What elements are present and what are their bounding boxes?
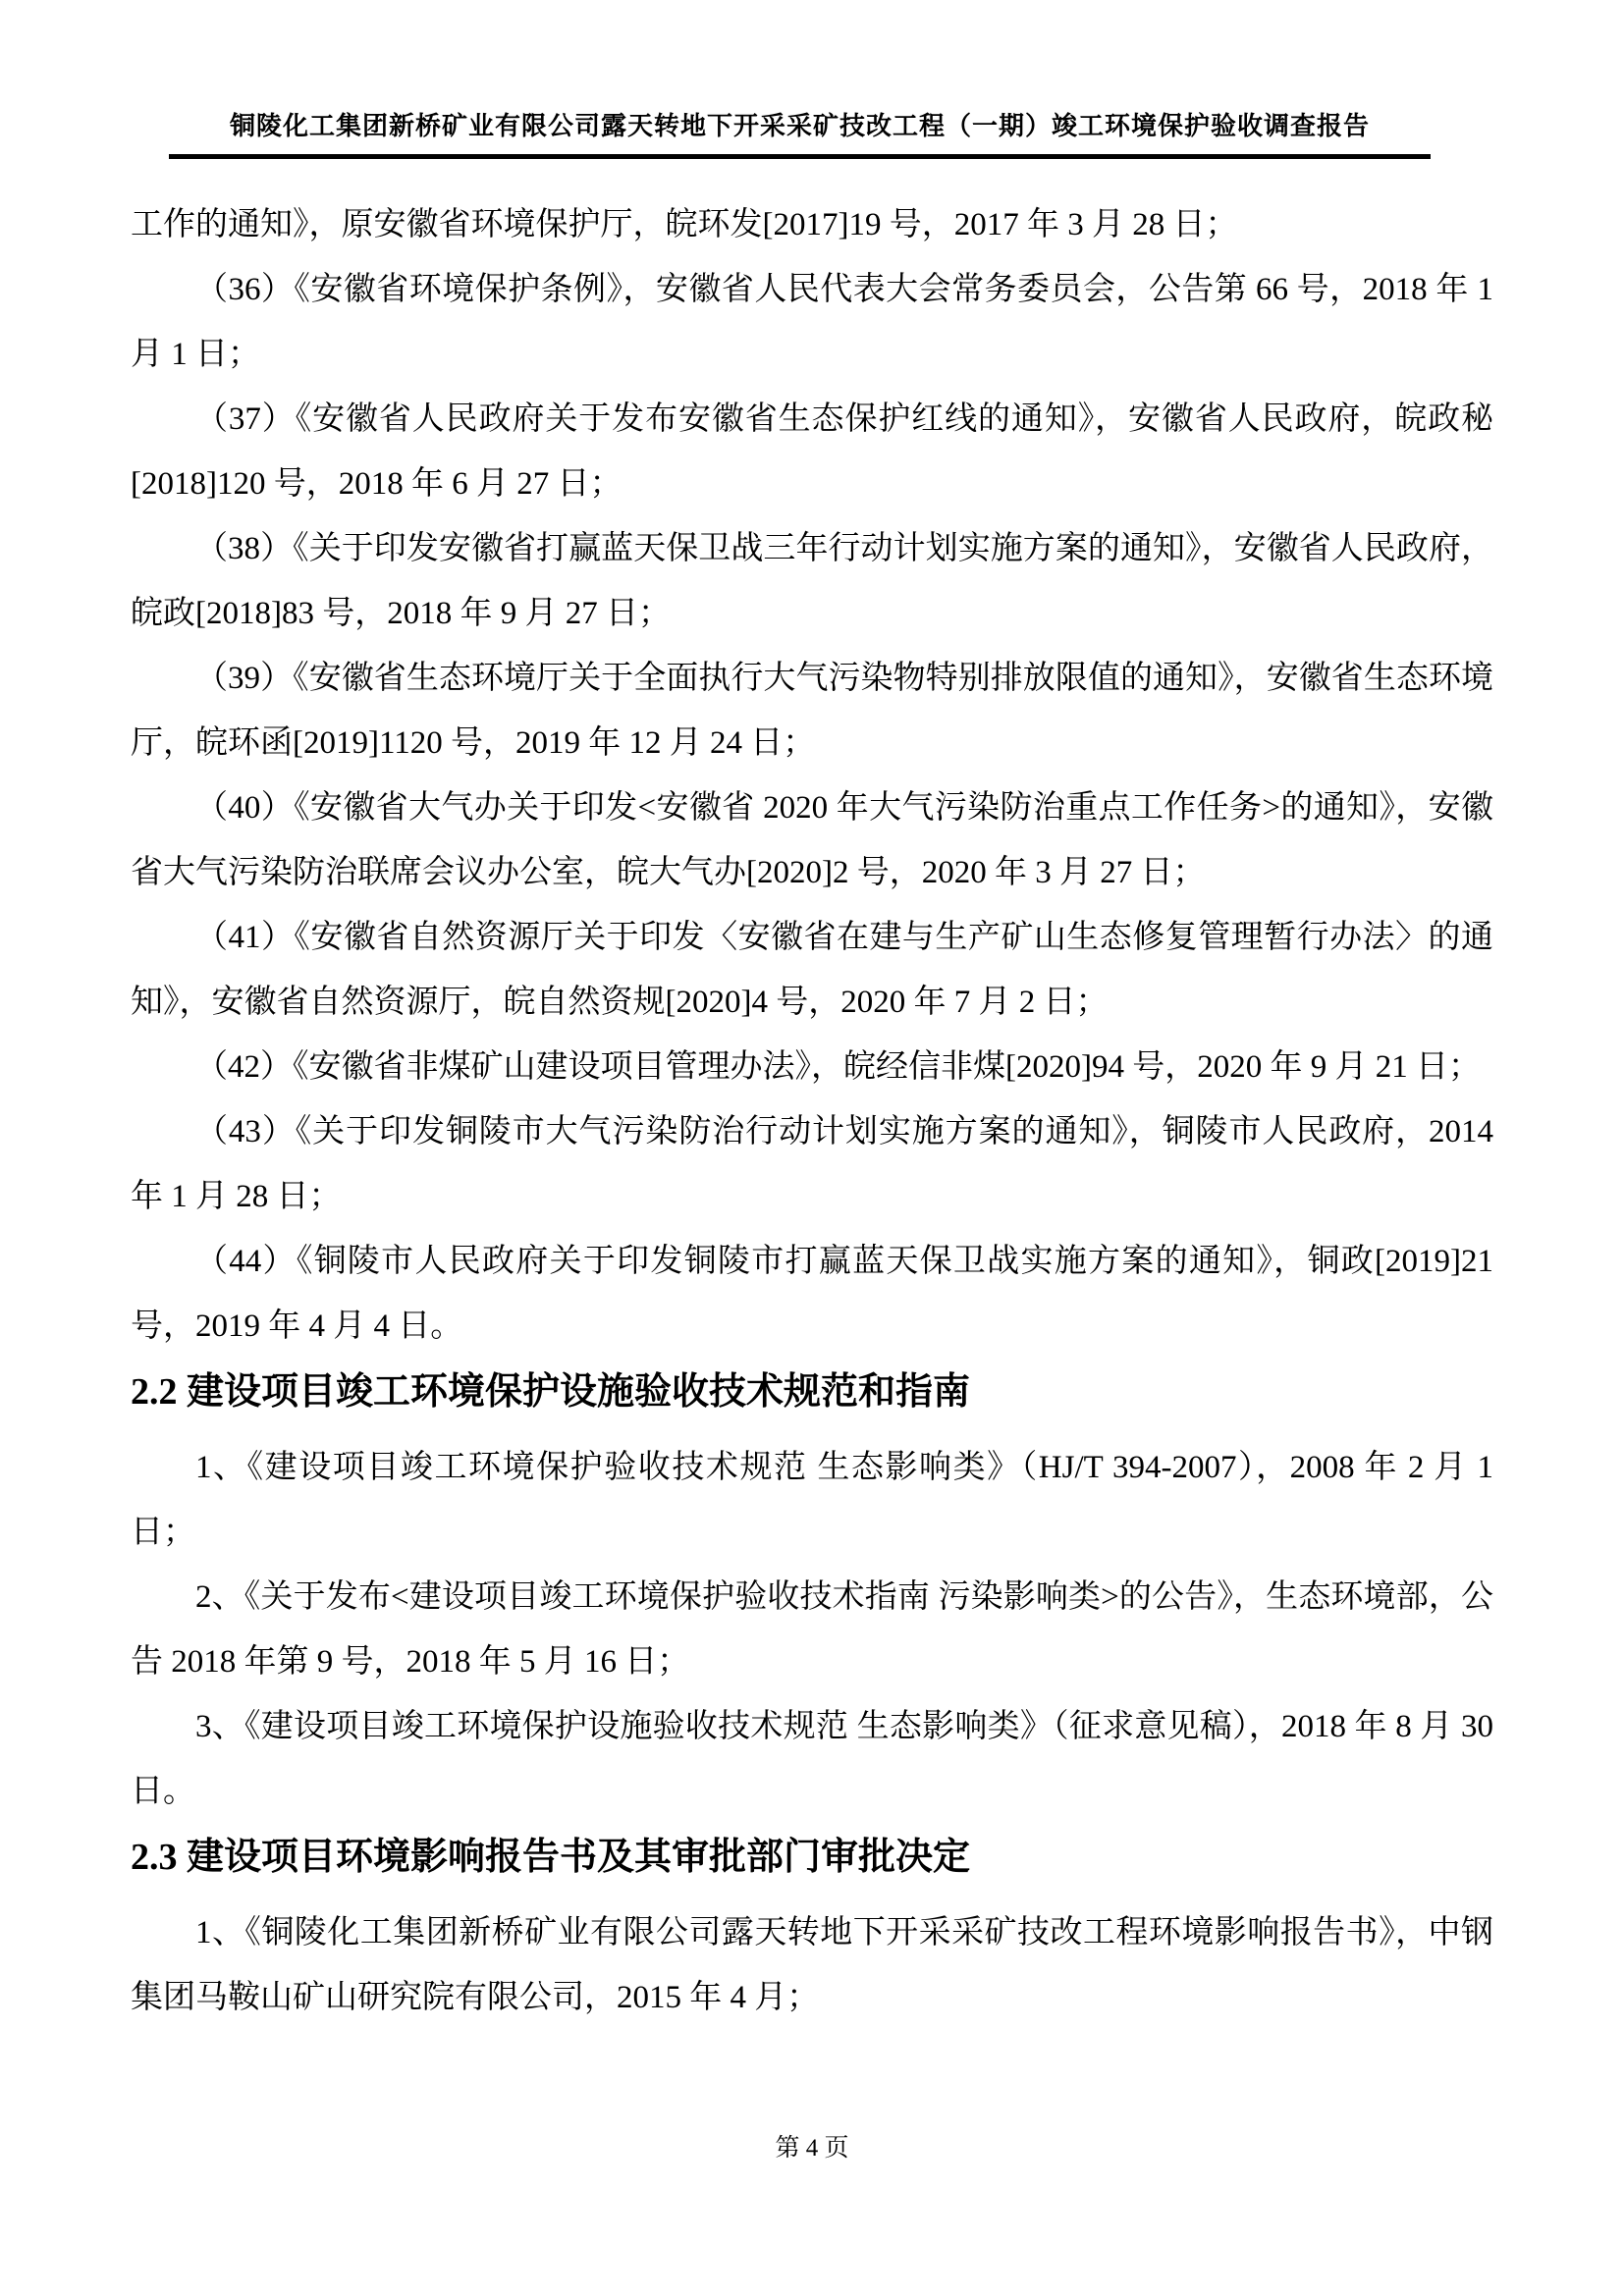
section-heading-2-3: 2.3 建设项目环境影响报告书及其审批部门审批决定	[131, 1837, 971, 1878]
paragraph-spec-1: 1、《建设项目竣工环境保护验收技术规范 生态影响类》（HJ/T 394-2007），2008 年 2 月 1 日；	[131, 1450, 1493, 1550]
paragraph-spec-2: 2、《关于发布<建设项目竣工环境保护验收技术指南 污染影响类>的公告》，生态环境部，公告 2018 年第 9 号，2018 年 5 月 16 日；	[131, 1579, 1493, 1680]
section-heading-2-2: 2.2 建设项目竣工环境保护设施验收技术规范和指南	[131, 1371, 971, 1413]
page-header-title: 铜陵化工集团新桥矿业有限公司露天转地下开采采矿技改工程（一期）竣工环境保护验收调查报告	[229, 112, 1370, 140]
paragraph-eia-report-1: 1、《铜陵化工集团新桥矿业有限公司露天转地下开采采矿技改工程环境影响报告书》，中钢集团马鞍山矿山研究院有限公司，2015 年 4 月；	[131, 1915, 1493, 2015]
paragraph-item-43: （43）《关于印发铜陵市大气污染防治行动计划实施方案的通知》，铜陵市人民政府，2014 年 1 月 28 日；	[131, 1114, 1493, 1214]
paragraph-continuation-35: 工作的通知》，原安徽省环境保护厅，皖环发[2017]19 号，2017 年 3 月 28 日；	[131, 207, 1238, 242]
document-body	[131, 192, 1493, 2030]
header-divider-rule	[169, 154, 1431, 159]
paragraph-item-42: （42）《安徽省非煤矿山建设项目管理办法》，皖经信非煤[2020]94 号，2020 年 9 月 21 日；	[195, 1049, 1481, 1085]
page-number: 第 4 页	[775, 2135, 849, 2162]
paragraph-item-38: （38）《关于印发安徽省打赢蓝天保卫战三年行动计划实施方案的通知》，安徽省人民政府，皖政[2018]83 号，2018 年 9 月 27 日；	[131, 531, 1493, 631]
paragraph-item-41: （41）《安徽省自然资源厅关于印发〈安徽省在建与生产矿山生态修复管理暂行办法〉的通知》，安徽省自然资源厅，皖自然资规[2020]4 号，2020 年 7 月 2 日；	[131, 920, 1493, 1020]
paragraph-item-44: （44）《铜陵市人民政府关于印发铜陵市打赢蓝天保卫战实施方案的通知》，铜政[2019]21 号，2019 年 4 月 4 日。	[131, 1244, 1493, 1344]
paragraph-spec-3: 3、《建设项目竣工环境保护设施验收技术规范 生态影响类》（征求意见稿），2018 年 8 月 30 日。	[131, 1709, 1493, 1809]
paragraph-item-40: （40）《安徽省大气办关于印发<安徽省 2020 年大气污染防治重点工作任务>的通知》，安徽省大气污染防治联席会议办公室，皖大气办[2020]2 号，2020 年 3 月 27 日；	[131, 790, 1493, 890]
paragraph-item-36: （36）《安徽省环境保护条例》，安徽省人民代表大会常务委员会，公告第 66 号，2018 年 1 月 1 日；	[131, 272, 1494, 372]
paragraph-item-39: （39）《安徽省生态环境厅关于全面执行大气污染物特别排放限值的通知》，安徽省生态环境厅，皖环函[2019]1120 号，2019 年 12 月 24 日；	[131, 661, 1493, 761]
paragraph-item-37: （37）《安徽省人民政府关于发布安徽省生态保护红线的通知》，安徽省人民政府，皖政秘[2018]120 号，2018 年 6 月 27 日；	[131, 401, 1493, 502]
